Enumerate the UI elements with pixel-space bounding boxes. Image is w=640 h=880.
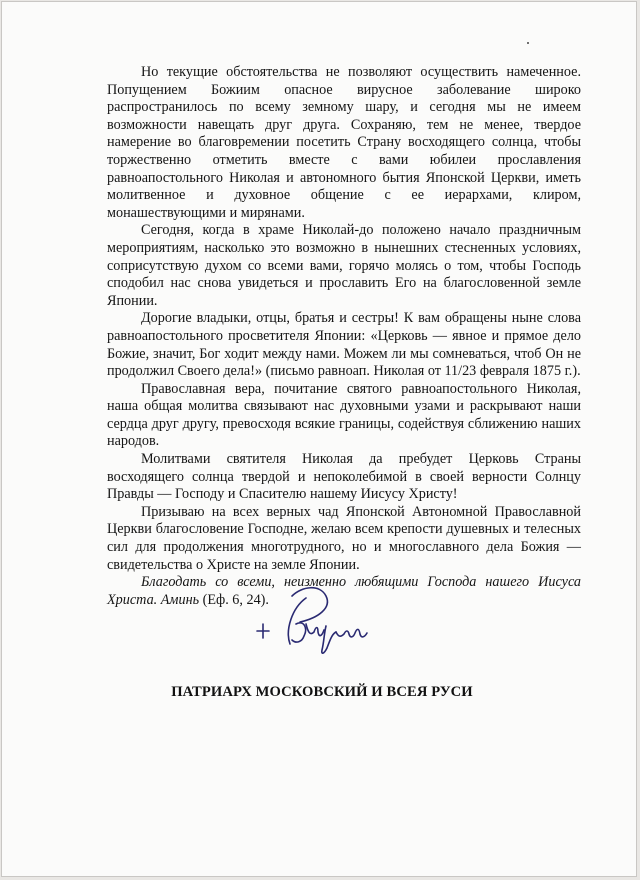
handwritten-signature xyxy=(252,578,382,678)
paragraph-nikolai-do: Сегодня, когда в храме Николай-до положено начало праздничным мероприятиям, насколько это возможно в нынешних стесненных условиях, соприсутствую духом со всеми вами, горячо молясь о том, чтобы Господь сподобил нас снова увидеться и прославить Его на благословенной земле Японии. xyxy=(107,222,581,309)
paragraph-blessing-call: Призываю на всех верных чад Японской Автономной Православной Церкви благословение Господне, желаю всем крепости душевных и телесных сил для продолжения многотрудного, но и многославного дела Божия — свидетельства о Христе на земле Японии. xyxy=(107,503,581,573)
paragraph-circumstances: Но текущие обстоятельства не позволяют осуществить намеченное. Попущением Божиим опасное вирусное заболевание широко распространилось по всему земному шару, и сегодня мы не имеем возможности навещать друг друга. Сохраняю, тем не менее, твердое намерение во благовремении посетить Страну восходящего солнца, чтобы торжественно отметить вместе с вами юбилеи прославления равноапостольного Николая и автономного бытия Японской Церкви, иметь молитвенное и духовное общение с ее иерархами, клиром, монашествующими и мирянами. xyxy=(107,64,581,221)
letter-page xyxy=(1,1,637,877)
closing-blessing-text: Благодать со всеми, неизменно любящими Господа нашего Иисуса Христа. Аминь xyxy=(107,574,581,608)
scan-speck xyxy=(527,42,529,44)
letter-body xyxy=(107,64,581,609)
paragraph-faith: Православная вера, почитание святого равноапостольного Николая, наша общая молитва связывают нас духовными узами и раскрывают наши сердца друг другу, превосходя всякие границы, содействуя сближению наших народов. xyxy=(107,380,581,450)
scripture-reference: (Еф. 6, 24). xyxy=(199,591,269,608)
paragraph-address: Дорогие владыки, отцы, братья и сестры! К вам обращены ныне слова равноапостольного просветителя Японии: «Церковь — явное и прямое дело Божие, значит, Бог ходит между нами. Можем ли мы сомневаться, чтоб Он не продолжил Своего дела!» (письмо равноап. Николая от 11/23 февраля 1875 г.). xyxy=(107,310,581,380)
signatory-title: ПАТРИАРХ МОСКОВСКИЙ И ВСЕЯ РУСИ xyxy=(171,684,473,700)
paragraph-prayers: Молитвами святителя Николая да пребудет Церковь Страны восходящего солнца твердой и непоколебимой в своей верности Солнцу Правды — Господу и Спасителю нашему Иисусу Христу! xyxy=(107,451,581,503)
